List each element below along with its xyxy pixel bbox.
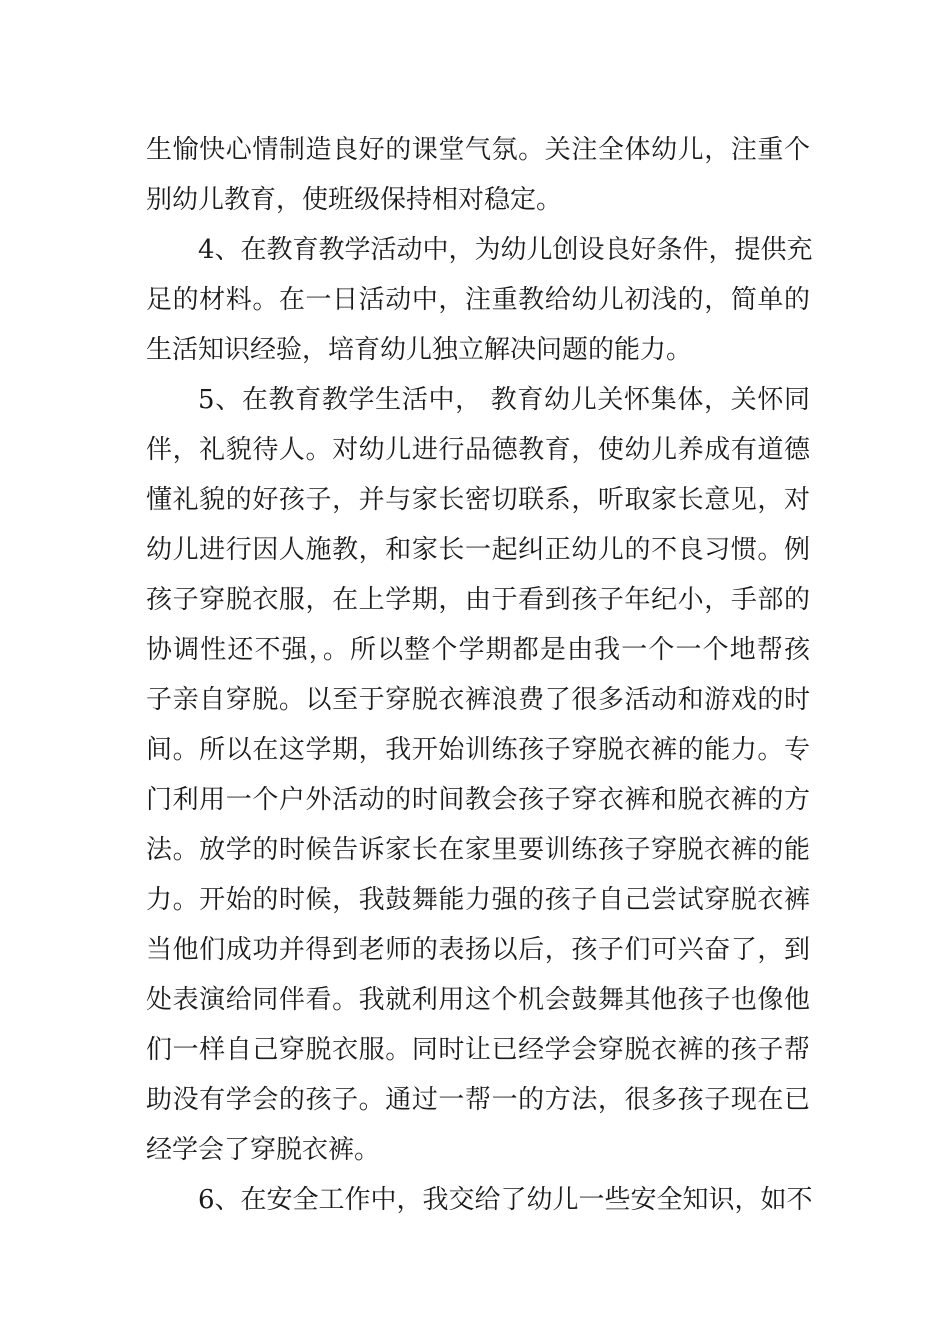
text-line: 生活知识经验，培育幼儿独立解决问题的能力。 bbox=[146, 335, 693, 365]
text-line: 助没有学会的孩子。通过一帮一的方法，很多孩子现在已 bbox=[146, 1085, 810, 1115]
text-line: 幼儿进行因人施教，和家长一起纠正幼儿的不良习惯。例 bbox=[146, 535, 810, 565]
text-line: 处表演给同伴看。我就利用这个机会鼓舞其他孩子也像他 bbox=[146, 985, 810, 1015]
text-line: 法。放学的时候告诉家长在家里要训练孩子穿脱衣裤的能 bbox=[146, 835, 810, 865]
text-line: 孩子穿脱衣服，在上学期，由于看到孩子年纪小，手部的 bbox=[146, 585, 810, 615]
text-line: 别幼儿教育，使班级保持相对稳定。 bbox=[146, 185, 563, 215]
text-line: 足的材料。在一日活动中，注重教给幼儿初浅的，简单的 bbox=[146, 285, 810, 315]
text-line: 生愉快心情制造良好的课堂气氛。关注全体幼儿，注重个 bbox=[146, 135, 810, 165]
paragraph-start-line: 5、在教育教学生活中， 教育幼儿关怀集体，关怀同 bbox=[198, 385, 810, 415]
text-line: 们一样自己穿脱衣服。同时让已经学会穿脱衣裤的孩子帮 bbox=[146, 1035, 810, 1065]
text-line: 力。开始的时候，我鼓舞能力强的孩子自己尝试穿脱衣裤 bbox=[146, 885, 810, 915]
text-line: 门利用一个户外活动的时间教会孩子穿衣裤和脱衣裤的方 bbox=[146, 785, 810, 815]
text-line: 经学会了穿脱衣裤。 bbox=[146, 1135, 381, 1165]
text-line: 伴，礼貌待人。对幼儿进行品德教育，使幼儿养成有道德 bbox=[146, 435, 810, 465]
text-line: 间。所以在这学期，我开始训练孩子穿脱衣裤的能力。专 bbox=[146, 735, 810, 765]
text-line: 子亲自穿脱。以至于穿脱衣裤浪费了很多活动和游戏的时 bbox=[146, 685, 810, 715]
paragraph-start-line: 4、在教育教学活动中，为幼儿创设良好条件，提供充 bbox=[198, 235, 813, 265]
text-line: 当他们成功并得到老师的表扬以后，孩子们可兴奋了，到 bbox=[146, 935, 810, 965]
text-line: 懂礼貌的好孩子，并与家长密切联系，听取家长意见，对 bbox=[146, 485, 810, 515]
text-line: 协调性还不强，。所以整个学期都是由我一个一个地帮孩 bbox=[146, 635, 810, 665]
paragraph-start-line: 6、在安全工作中，我交给了幼儿一些安全知识，如不 bbox=[198, 1185, 813, 1215]
